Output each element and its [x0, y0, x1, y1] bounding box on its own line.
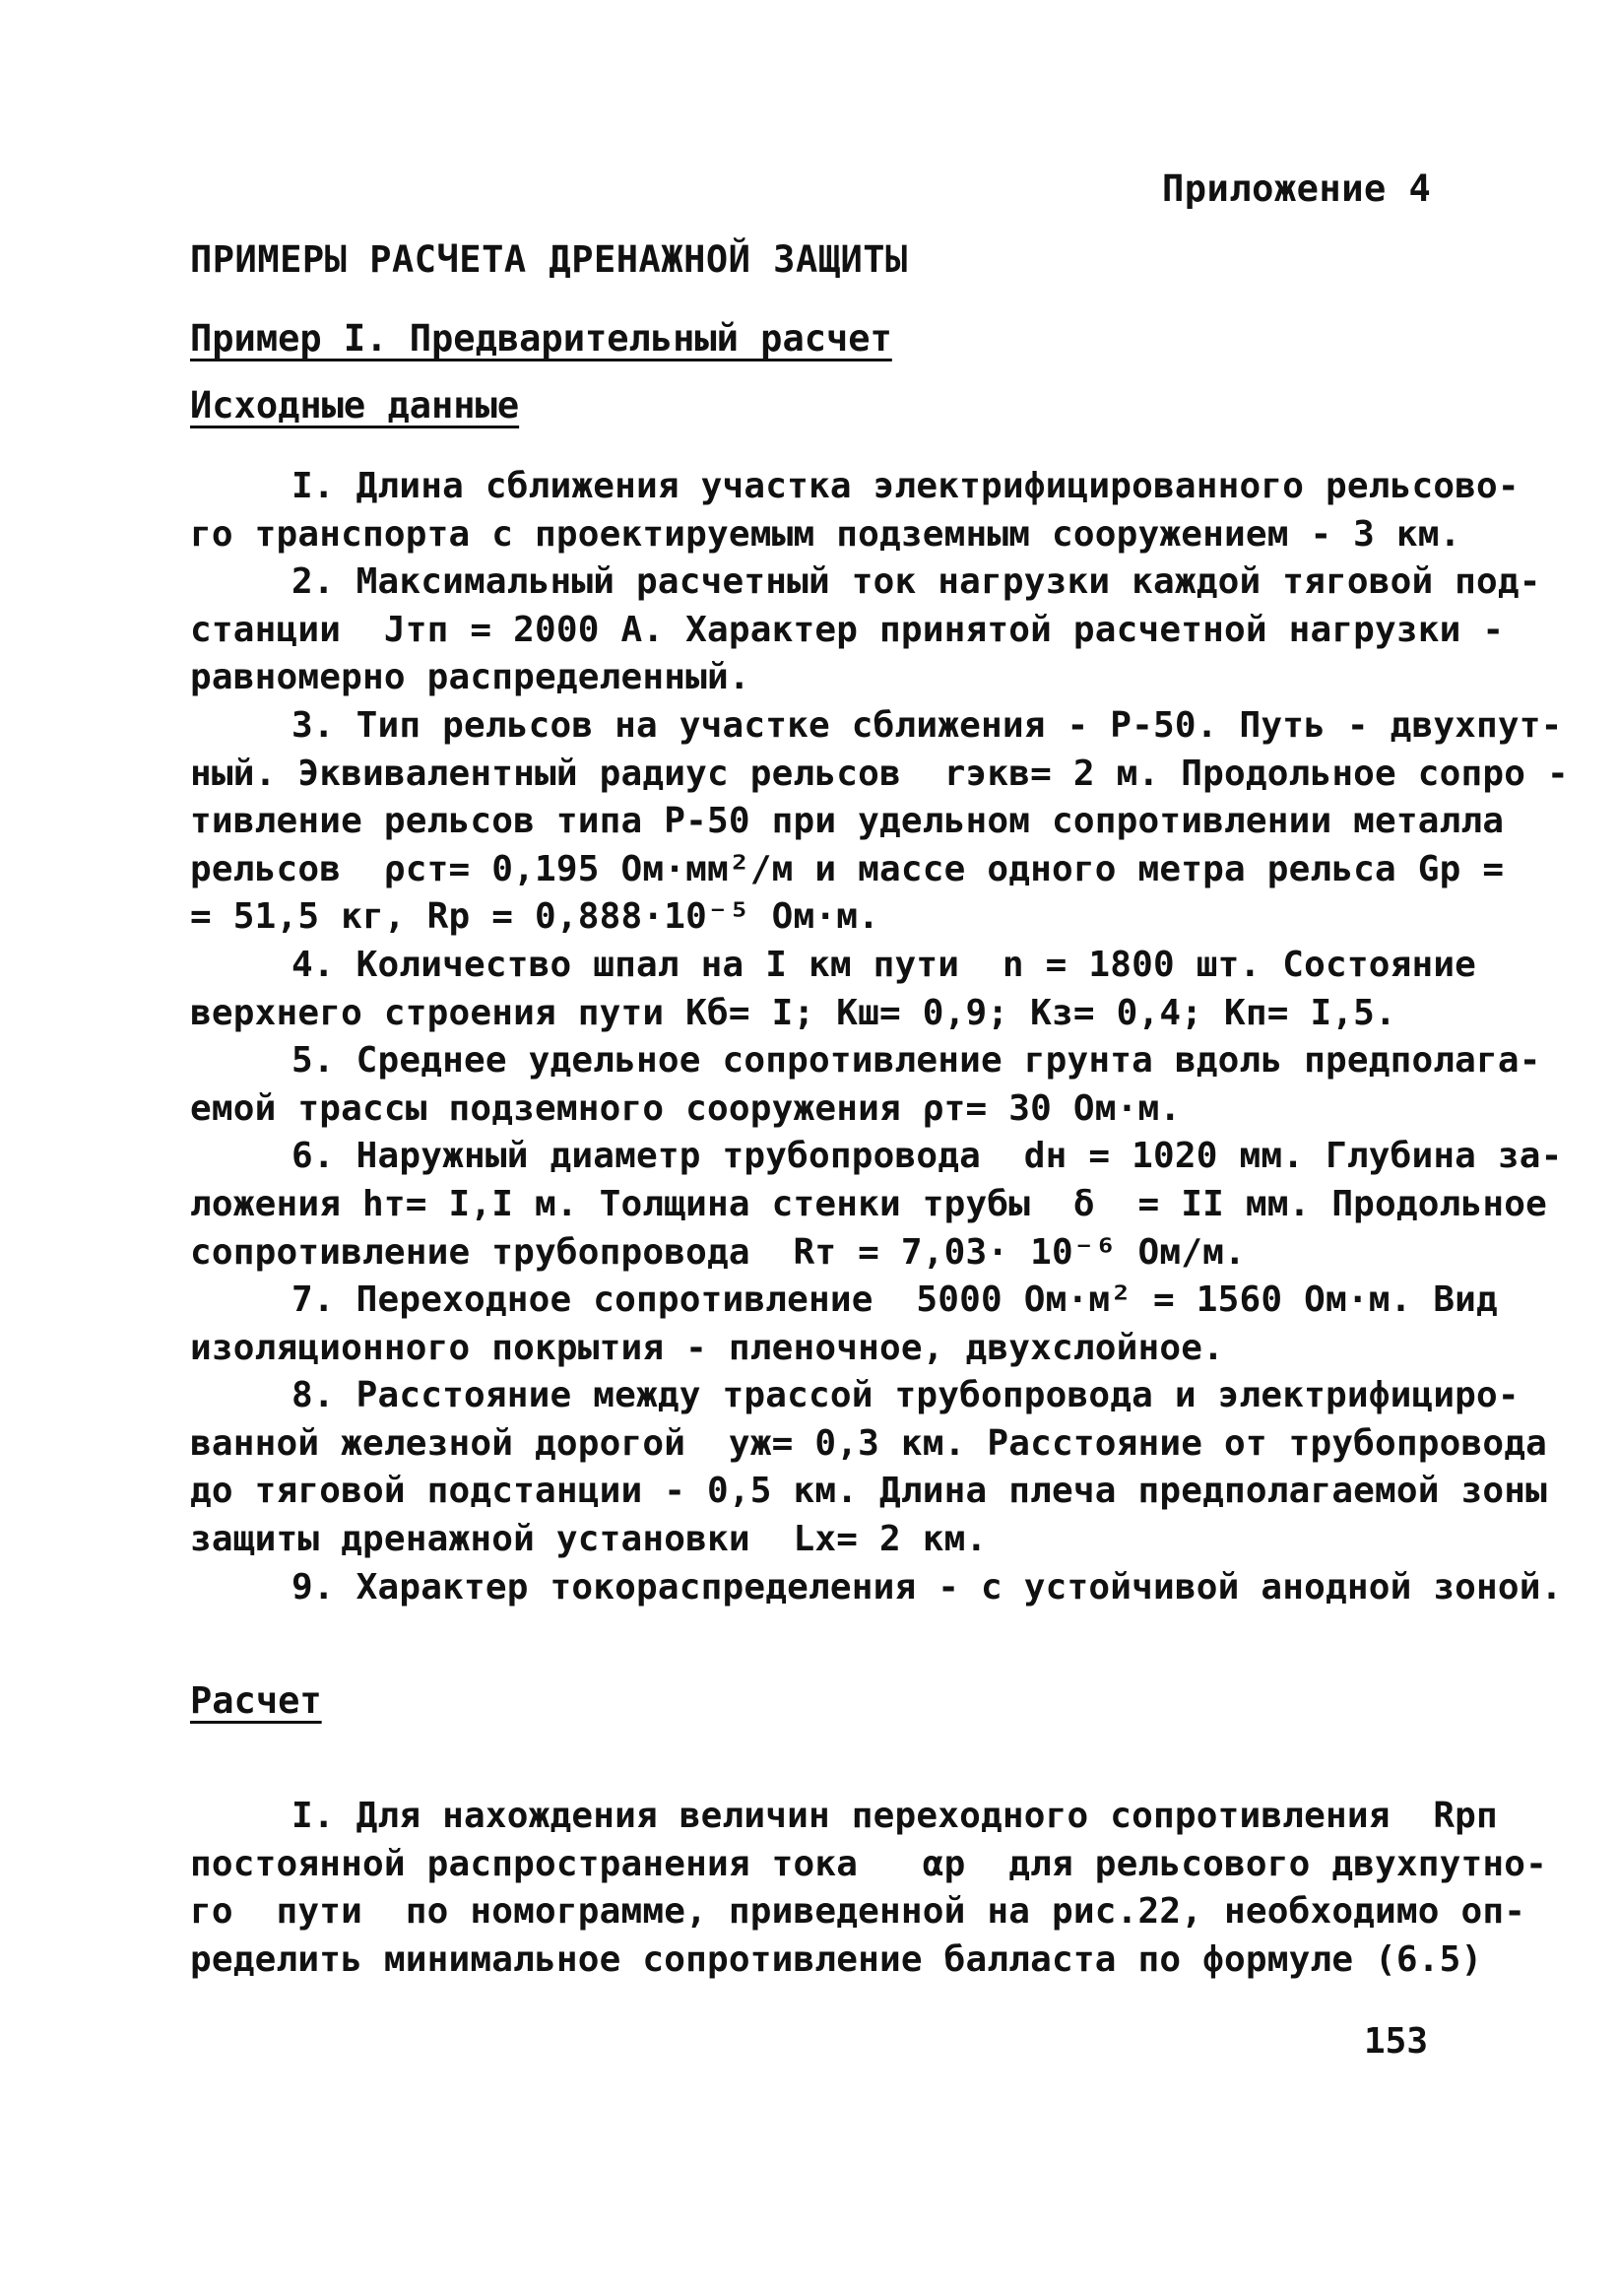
text-line: I. Для нахождения величин переходного сопротивления Rрп: [291, 1796, 1498, 1836]
text-line: равномерно распределенный.: [190, 657, 750, 698]
initial-data-heading: Исходные данные: [190, 384, 520, 426]
text-line: постоянной распространения тока αр для рельсового двухпутно-: [190, 1843, 1548, 1884]
text-line: сопротивление трубопровода Rт = 7,03· 10⁻⁶ Ом/м.: [190, 1231, 1246, 1273]
text-line: 3. Тип рельсов на участке сближения - Р-50. Путь - двухпут-: [291, 704, 1563, 746]
calculation-heading: Расчет: [190, 1679, 322, 1722]
text-line: 4. Количество шпал на I км пути n = 1800 шт. Состояние: [291, 944, 1477, 985]
text-line: тивление рельсов типа Р-50 при удельном сопротивлении металла: [190, 801, 1505, 842]
appendix-label: Приложение 4: [1162, 167, 1432, 210]
text-line: го пути по номограмме, приведенной на рис.22, необходимо оп-: [190, 1891, 1526, 1933]
text-line: 9. Характер токораспределения - с устойчивой анодной зоной.: [291, 1566, 1563, 1607]
text-line: 6. Наружный диаметр трубопровода dн = 1020 мм. Глубина за-: [291, 1136, 1563, 1177]
text-line: до тяговой подстанции - 0,5 км. Длина плеча предполагаемой зоны: [190, 1471, 1548, 1512]
text-line: 7. Переходное сопротивление 5000 Ом·м² = 1560 Ом·м. Вид: [291, 1279, 1498, 1321]
text-line: го транспорта с проектируемым подземным сооружением - 3 км.: [190, 513, 1461, 555]
text-line: рельсов ρст= 0,195 Ом·мм²/м и массе одного метра рельса Gр =: [190, 848, 1505, 889]
text-line: ложения hт= I,I м. Толщина стенки трубы δ = II мм. Продольное: [190, 1183, 1548, 1224]
text-line: 2. Максимальный расчетный ток нагрузки каждой тяговой под-: [291, 561, 1541, 603]
text-line: I. Длина сближения участка электрифицированного рельсово-: [291, 466, 1520, 506]
text-line: 8. Расстояние между трассой трубопровода и электрифициро-: [291, 1375, 1520, 1416]
text-line: = 51,5 кг, Rр = 0,888·10⁻⁵ Ом·м.: [190, 896, 879, 938]
calculation-body: [190, 1793, 1548, 1984]
text-line: ный. Эквивалентный радиус рельсов rэкв= 2 м. Продольное сопро -: [190, 753, 1569, 794]
text-line: ванной железной дорогой yж= 0,3 км. Расстояние от трубопровода: [190, 1422, 1548, 1464]
document-title: ПРИМЕРЫ РАСЧЕТА ДРЕНАЖНОЙ ЗАЩИТЫ: [190, 238, 908, 281]
initial-data-body: [190, 463, 1569, 1611]
example-heading: Пример I. Предварительный расчет: [190, 317, 892, 360]
text-line: 5. Среднее удельное сопротивление грунта вдоль предполага-: [291, 1040, 1541, 1082]
page-number: 153: [1364, 2021, 1429, 2062]
text-line: емой трассы подземного сооружения ρт= 30 Ом·м.: [190, 1087, 1182, 1129]
text-line: станции Jтп = 2000 А. Характер принятой расчетной нагрузки -: [190, 609, 1505, 650]
text-line: защиты дренажной установки Lx= 2 км.: [190, 1519, 988, 1560]
text-line: ределить минимальное сопротивление балласта по формуле (6.5): [190, 1938, 1483, 1980]
text-line: верхнего строения пути Кб= I; Кш= 0,9; Кз= 0,4; Кп= I,5.: [190, 992, 1396, 1033]
text-line: изоляционного покрытия - пленочное, двухслойное.: [190, 1327, 1224, 1368]
